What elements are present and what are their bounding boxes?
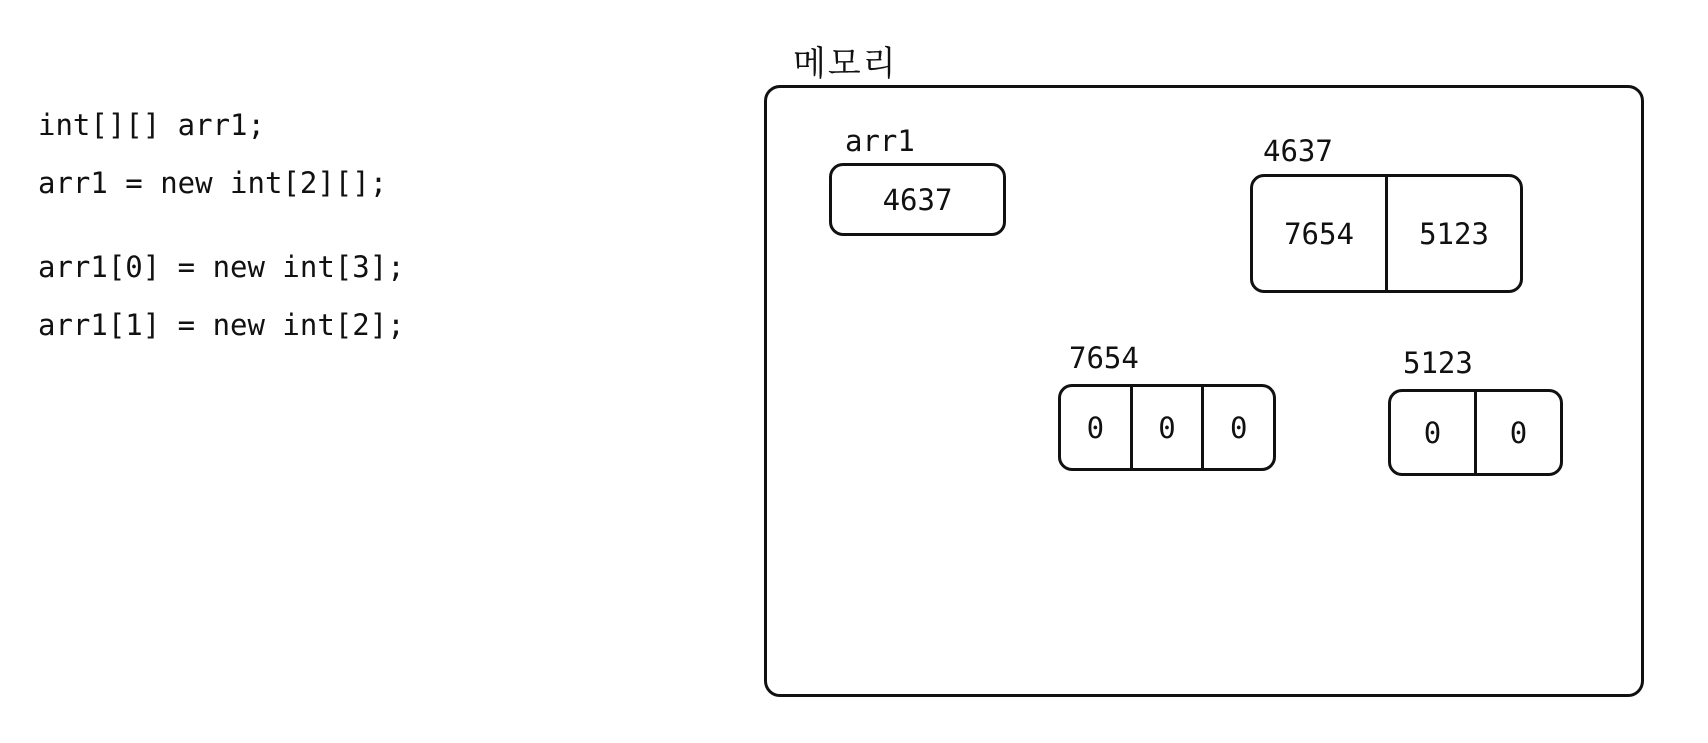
memory-title: 메모리 [793,44,898,84]
inner-array-0-box [1058,384,1276,471]
inner-array-0-cell-0: 0 [1086,410,1105,445]
outer-array-box [1250,174,1523,293]
arr1-label: arr1 [845,124,915,158]
code-line-4: arr1[1] = new int[2]; [38,308,405,342]
code-line-1: int[][] arr1; [38,108,265,142]
inner-array-0-address: 7654 [1069,341,1139,375]
code-line-3: arr1[0] = new int[3]; [38,250,405,284]
arr1-variable-box [829,163,1006,236]
outer-array-address: 4637 [1263,134,1333,168]
inner-array-0-cell-1: 0 [1130,387,1202,468]
outer-array-cell-0: 7654 [1284,216,1354,251]
inner-array-0-cell-2: 0 [1201,387,1273,468]
inner-array-1-cell-1: 0 [1474,392,1560,473]
inner-array-1-cell-0: 0 [1423,415,1442,450]
inner-array-1-address: 5123 [1403,346,1473,380]
arr1-value: 4637 [882,182,953,217]
code-line-2: arr1 = new int[2][]; [38,166,388,200]
inner-array-1-box [1388,389,1563,476]
outer-array-cell-1: 5123 [1385,177,1520,290]
